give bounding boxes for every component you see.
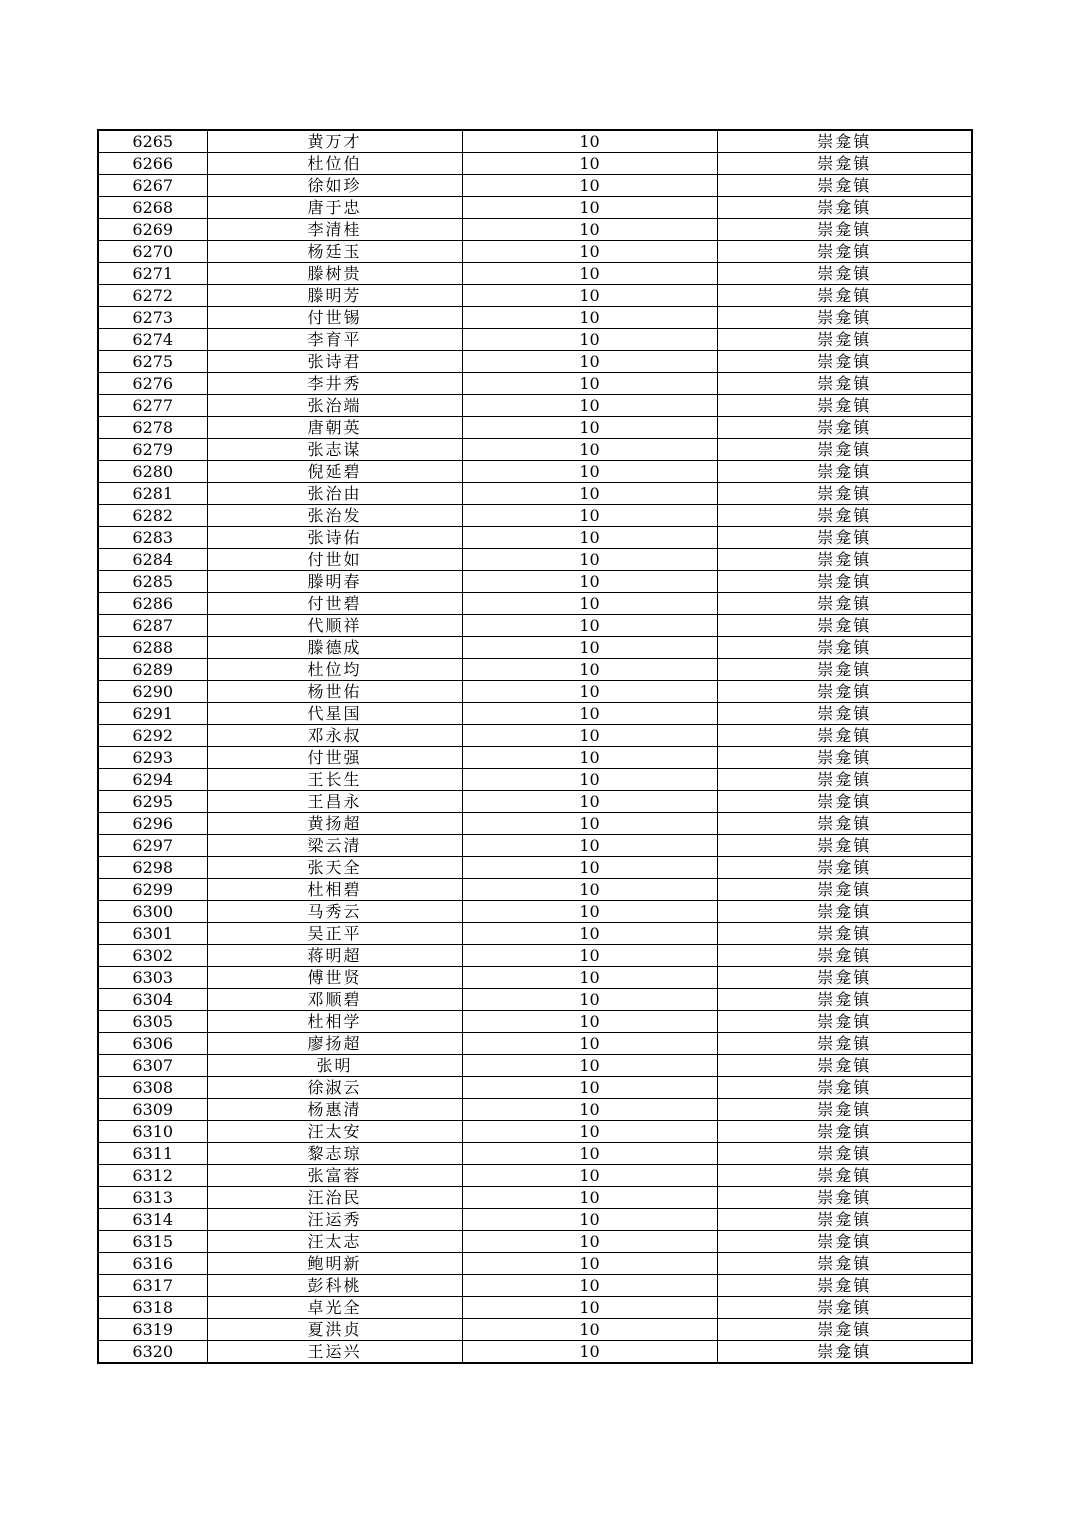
amount-cell: 10 — [462, 1187, 717, 1209]
town-cell: 崇龛镇 — [717, 1275, 972, 1297]
town-cell: 崇龛镇 — [717, 1055, 972, 1077]
town-cell: 崇龛镇 — [717, 615, 972, 637]
table-row — [98, 813, 972, 835]
row-number-cell: 6285 — [98, 571, 207, 593]
amount-cell: 10 — [462, 1341, 717, 1364]
name-cell: 付世碧 — [207, 593, 462, 615]
town-cell: 崇龛镇 — [717, 637, 972, 659]
amount-cell: 10 — [462, 329, 717, 351]
amount-cell: 10 — [462, 197, 717, 219]
name-cell: 彭科桃 — [207, 1275, 462, 1297]
amount-cell: 10 — [462, 681, 717, 703]
town-cell: 崇龛镇 — [717, 923, 972, 945]
town-cell: 崇龛镇 — [717, 417, 972, 439]
town-cell: 崇龛镇 — [717, 1341, 972, 1364]
row-number-cell: 6266 — [98, 153, 207, 175]
name-cell: 倪延碧 — [207, 461, 462, 483]
row-number-cell: 6291 — [98, 703, 207, 725]
amount-cell: 10 — [462, 1165, 717, 1187]
amount-cell: 10 — [462, 1011, 717, 1033]
row-number-cell: 6272 — [98, 285, 207, 307]
name-cell: 黄扬超 — [207, 813, 462, 835]
amount-cell: 10 — [462, 307, 717, 329]
town-cell: 崇龛镇 — [717, 725, 972, 747]
amount-cell: 10 — [462, 263, 717, 285]
amount-cell: 10 — [462, 1077, 717, 1099]
town-cell: 崇龛镇 — [717, 1143, 972, 1165]
table-row — [98, 945, 972, 967]
town-cell: 崇龛镇 — [717, 791, 972, 813]
town-cell: 崇龛镇 — [717, 351, 972, 373]
amount-cell: 10 — [462, 175, 717, 197]
row-number-cell: 6319 — [98, 1319, 207, 1341]
amount-cell: 10 — [462, 615, 717, 637]
row-number-cell: 6316 — [98, 1253, 207, 1275]
table-row — [98, 615, 972, 637]
row-number-cell: 6303 — [98, 967, 207, 989]
amount-cell: 10 — [462, 527, 717, 549]
amount-cell: 10 — [462, 901, 717, 923]
town-cell: 崇龛镇 — [717, 1209, 972, 1231]
row-number-cell: 6287 — [98, 615, 207, 637]
row-number-cell: 6299 — [98, 879, 207, 901]
name-cell: 汪治民 — [207, 1187, 462, 1209]
name-cell: 杨廷玉 — [207, 241, 462, 263]
row-number-cell: 6280 — [98, 461, 207, 483]
amount-cell: 10 — [462, 725, 717, 747]
amount-cell: 10 — [462, 461, 717, 483]
row-number-cell: 6286 — [98, 593, 207, 615]
table-row — [98, 923, 972, 945]
table-row — [98, 351, 972, 373]
row-number-cell: 6281 — [98, 483, 207, 505]
table-row — [98, 637, 972, 659]
table-row — [98, 857, 972, 879]
table-row — [98, 417, 972, 439]
town-cell: 崇龛镇 — [717, 703, 972, 725]
table-row — [98, 263, 972, 285]
row-number-cell: 6284 — [98, 549, 207, 571]
town-cell: 崇龛镇 — [717, 1319, 972, 1341]
row-number-cell: 6277 — [98, 395, 207, 417]
table-row — [98, 1077, 972, 1099]
row-number-cell: 6313 — [98, 1187, 207, 1209]
name-cell: 梁云清 — [207, 835, 462, 857]
town-cell: 崇龛镇 — [717, 1011, 972, 1033]
table-row — [98, 153, 972, 175]
row-number-cell: 6273 — [98, 307, 207, 329]
table-row — [98, 461, 972, 483]
table-row — [98, 373, 972, 395]
town-cell: 崇龛镇 — [717, 879, 972, 901]
row-number-cell: 6306 — [98, 1033, 207, 1055]
town-cell: 崇龛镇 — [717, 395, 972, 417]
table-row — [98, 175, 972, 197]
amount-cell: 10 — [462, 285, 717, 307]
name-cell: 黎志琼 — [207, 1143, 462, 1165]
table-row — [98, 527, 972, 549]
name-cell: 张天全 — [207, 857, 462, 879]
row-number-cell: 6295 — [98, 791, 207, 813]
name-cell: 汪太志 — [207, 1231, 462, 1253]
name-cell: 付世锡 — [207, 307, 462, 329]
table-row — [98, 747, 972, 769]
name-cell: 杜相学 — [207, 1011, 462, 1033]
row-number-cell: 6292 — [98, 725, 207, 747]
table-row — [98, 1033, 972, 1055]
row-number-cell: 6308 — [98, 1077, 207, 1099]
name-cell: 张治发 — [207, 505, 462, 527]
table-row — [98, 1099, 972, 1121]
table-row — [98, 307, 972, 329]
name-cell: 马秀云 — [207, 901, 462, 923]
name-cell: 付世强 — [207, 747, 462, 769]
row-number-cell: 6269 — [98, 219, 207, 241]
name-cell: 张治端 — [207, 395, 462, 417]
amount-cell: 10 — [462, 1121, 717, 1143]
town-cell: 崇龛镇 — [717, 813, 972, 835]
amount-cell: 10 — [462, 879, 717, 901]
table-row — [98, 130, 972, 153]
town-cell: 崇龛镇 — [717, 483, 972, 505]
town-cell: 崇龛镇 — [717, 329, 972, 351]
name-cell: 张志谋 — [207, 439, 462, 461]
table-row — [98, 879, 972, 901]
table-row — [98, 1011, 972, 1033]
town-cell: 崇龛镇 — [717, 130, 972, 153]
name-cell: 李清桂 — [207, 219, 462, 241]
amount-cell: 10 — [462, 593, 717, 615]
name-cell: 汪太安 — [207, 1121, 462, 1143]
row-number-cell: 6298 — [98, 857, 207, 879]
town-cell: 崇龛镇 — [717, 571, 972, 593]
amount-cell: 10 — [462, 857, 717, 879]
row-number-cell: 6267 — [98, 175, 207, 197]
name-cell: 鲍明新 — [207, 1253, 462, 1275]
amount-cell: 10 — [462, 219, 717, 241]
row-number-cell: 6294 — [98, 769, 207, 791]
table-row — [98, 1319, 972, 1341]
row-number-cell: 6304 — [98, 989, 207, 1011]
table-row — [98, 1231, 972, 1253]
name-cell: 黄万才 — [207, 130, 462, 153]
name-cell: 邓永叔 — [207, 725, 462, 747]
row-number-cell: 6296 — [98, 813, 207, 835]
amount-cell: 10 — [462, 241, 717, 263]
name-cell: 王长生 — [207, 769, 462, 791]
town-cell: 崇龛镇 — [717, 1231, 972, 1253]
name-cell: 滕明春 — [207, 571, 462, 593]
name-cell: 夏洪贞 — [207, 1319, 462, 1341]
amount-cell: 10 — [462, 373, 717, 395]
row-number-cell: 6312 — [98, 1165, 207, 1187]
town-cell: 崇龛镇 — [717, 945, 972, 967]
name-cell: 徐如珍 — [207, 175, 462, 197]
table-row — [98, 791, 972, 813]
amount-cell: 10 — [462, 1055, 717, 1077]
name-cell: 张治由 — [207, 483, 462, 505]
row-number-cell: 6288 — [98, 637, 207, 659]
row-number-cell: 6307 — [98, 1055, 207, 1077]
table-row — [98, 1165, 972, 1187]
town-cell: 崇龛镇 — [717, 461, 972, 483]
name-cell: 张明 — [207, 1055, 462, 1077]
amount-cell: 10 — [462, 791, 717, 813]
table-row — [98, 549, 972, 571]
name-cell: 张富蓉 — [207, 1165, 462, 1187]
amount-cell: 10 — [462, 505, 717, 527]
town-cell: 崇龛镇 — [717, 747, 972, 769]
row-number-cell: 6315 — [98, 1231, 207, 1253]
table-row — [98, 659, 972, 681]
amount-cell: 10 — [462, 1297, 717, 1319]
table-row — [98, 989, 972, 1011]
name-cell: 杨惠清 — [207, 1099, 462, 1121]
row-number-cell: 6300 — [98, 901, 207, 923]
roster-table-body — [98, 130, 972, 1363]
town-cell: 崇龛镇 — [717, 307, 972, 329]
table-row — [98, 725, 972, 747]
town-cell: 崇龛镇 — [717, 549, 972, 571]
amount-cell: 10 — [462, 813, 717, 835]
name-cell: 代顺祥 — [207, 615, 462, 637]
table-row — [98, 593, 972, 615]
amount-cell: 10 — [462, 130, 717, 153]
town-cell: 崇龛镇 — [717, 241, 972, 263]
row-number-cell: 6265 — [98, 130, 207, 153]
name-cell: 唐朝英 — [207, 417, 462, 439]
table-row — [98, 835, 972, 857]
amount-cell: 10 — [462, 1033, 717, 1055]
name-cell: 卓光全 — [207, 1297, 462, 1319]
row-number-cell: 6311 — [98, 1143, 207, 1165]
table-row — [98, 769, 972, 791]
table-row — [98, 1297, 972, 1319]
name-cell: 王运兴 — [207, 1341, 462, 1364]
amount-cell: 10 — [462, 1143, 717, 1165]
amount-cell: 10 — [462, 703, 717, 725]
table-row — [98, 1341, 972, 1364]
row-number-cell: 6305 — [98, 1011, 207, 1033]
table-row — [98, 1187, 972, 1209]
name-cell: 张诗佑 — [207, 527, 462, 549]
table-row — [98, 1121, 972, 1143]
name-cell: 杜位伯 — [207, 153, 462, 175]
name-cell: 汪运秀 — [207, 1209, 462, 1231]
table-row — [98, 483, 972, 505]
name-cell: 傅世贤 — [207, 967, 462, 989]
amount-cell: 10 — [462, 549, 717, 571]
row-number-cell: 6317 — [98, 1275, 207, 1297]
row-number-cell: 6301 — [98, 923, 207, 945]
town-cell: 崇龛镇 — [717, 967, 972, 989]
town-cell: 崇龛镇 — [717, 901, 972, 923]
row-number-cell: 6278 — [98, 417, 207, 439]
table-row — [98, 703, 972, 725]
roster-table — [97, 129, 973, 1364]
table-row — [98, 571, 972, 593]
row-number-cell: 6318 — [98, 1297, 207, 1319]
name-cell: 滕德成 — [207, 637, 462, 659]
town-cell: 崇龛镇 — [717, 219, 972, 241]
table-row — [98, 197, 972, 219]
name-cell: 代星国 — [207, 703, 462, 725]
table-row — [98, 219, 972, 241]
name-cell: 杜相碧 — [207, 879, 462, 901]
amount-cell: 10 — [462, 923, 717, 945]
town-cell: 崇龛镇 — [717, 175, 972, 197]
name-cell: 张诗君 — [207, 351, 462, 373]
town-cell: 崇龛镇 — [717, 989, 972, 1011]
row-number-cell: 6297 — [98, 835, 207, 857]
amount-cell: 10 — [462, 351, 717, 373]
name-cell: 蒋明超 — [207, 945, 462, 967]
amount-cell: 10 — [462, 835, 717, 857]
name-cell: 滕树贵 — [207, 263, 462, 285]
town-cell: 崇龛镇 — [717, 439, 972, 461]
town-cell: 崇龛镇 — [717, 505, 972, 527]
table-row — [98, 395, 972, 417]
table-row — [98, 1143, 972, 1165]
town-cell: 崇龛镇 — [717, 593, 972, 615]
town-cell: 崇龛镇 — [717, 197, 972, 219]
row-number-cell: 6270 — [98, 241, 207, 263]
amount-cell: 10 — [462, 967, 717, 989]
row-number-cell: 6293 — [98, 747, 207, 769]
town-cell: 崇龛镇 — [717, 263, 972, 285]
name-cell: 杜位均 — [207, 659, 462, 681]
town-cell: 崇龛镇 — [717, 1253, 972, 1275]
town-cell: 崇龛镇 — [717, 527, 972, 549]
town-cell: 崇龛镇 — [717, 1165, 972, 1187]
town-cell: 崇龛镇 — [717, 153, 972, 175]
amount-cell: 10 — [462, 1209, 717, 1231]
amount-cell: 10 — [462, 395, 717, 417]
name-cell: 杨世佑 — [207, 681, 462, 703]
amount-cell: 10 — [462, 637, 717, 659]
amount-cell: 10 — [462, 417, 717, 439]
row-number-cell: 6276 — [98, 373, 207, 395]
name-cell: 唐于忠 — [207, 197, 462, 219]
amount-cell: 10 — [462, 153, 717, 175]
town-cell: 崇龛镇 — [717, 1077, 972, 1099]
town-cell: 崇龛镇 — [717, 769, 972, 791]
amount-cell: 10 — [462, 1231, 717, 1253]
table-row — [98, 681, 972, 703]
town-cell: 崇龛镇 — [717, 1187, 972, 1209]
row-number-cell: 6275 — [98, 351, 207, 373]
name-cell: 滕明芳 — [207, 285, 462, 307]
table-row — [98, 285, 972, 307]
name-cell: 李育平 — [207, 329, 462, 351]
town-cell: 崇龛镇 — [717, 285, 972, 307]
town-cell: 崇龛镇 — [717, 1099, 972, 1121]
amount-cell: 10 — [462, 1253, 717, 1275]
row-number-cell: 6309 — [98, 1099, 207, 1121]
table-row — [98, 329, 972, 351]
town-cell: 崇龛镇 — [717, 1297, 972, 1319]
table-row — [98, 505, 972, 527]
name-cell: 徐淑云 — [207, 1077, 462, 1099]
table-row — [98, 439, 972, 461]
table-row — [98, 241, 972, 263]
amount-cell: 10 — [462, 769, 717, 791]
row-number-cell: 6314 — [98, 1209, 207, 1231]
name-cell: 付世如 — [207, 549, 462, 571]
amount-cell: 10 — [462, 439, 717, 461]
table-row — [98, 1275, 972, 1297]
amount-cell: 10 — [462, 747, 717, 769]
row-number-cell: 6310 — [98, 1121, 207, 1143]
row-number-cell: 6271 — [98, 263, 207, 285]
town-cell: 崇龛镇 — [717, 1033, 972, 1055]
table-row — [98, 1055, 972, 1077]
row-number-cell: 6274 — [98, 329, 207, 351]
name-cell: 邓顺碧 — [207, 989, 462, 1011]
table-row — [98, 1209, 972, 1231]
row-number-cell: 6289 — [98, 659, 207, 681]
row-number-cell: 6290 — [98, 681, 207, 703]
town-cell: 崇龛镇 — [717, 1121, 972, 1143]
table-row — [98, 967, 972, 989]
amount-cell: 10 — [462, 483, 717, 505]
name-cell: 廖扬超 — [207, 1033, 462, 1055]
row-number-cell: 6302 — [98, 945, 207, 967]
amount-cell: 10 — [462, 1099, 717, 1121]
amount-cell: 10 — [462, 659, 717, 681]
row-number-cell: 6282 — [98, 505, 207, 527]
amount-cell: 10 — [462, 1319, 717, 1341]
row-number-cell: 6279 — [98, 439, 207, 461]
name-cell: 李井秀 — [207, 373, 462, 395]
town-cell: 崇龛镇 — [717, 857, 972, 879]
name-cell: 王昌永 — [207, 791, 462, 813]
amount-cell: 10 — [462, 571, 717, 593]
town-cell: 崇龛镇 — [717, 835, 972, 857]
row-number-cell: 6283 — [98, 527, 207, 549]
name-cell: 吴正平 — [207, 923, 462, 945]
amount-cell: 10 — [462, 945, 717, 967]
table-row — [98, 1253, 972, 1275]
town-cell: 崇龛镇 — [717, 681, 972, 703]
table-row — [98, 901, 972, 923]
amount-cell: 10 — [462, 1275, 717, 1297]
amount-cell: 10 — [462, 989, 717, 1011]
town-cell: 崇龛镇 — [717, 373, 972, 395]
town-cell: 崇龛镇 — [717, 659, 972, 681]
row-number-cell: 6268 — [98, 197, 207, 219]
row-number-cell: 6320 — [98, 1341, 207, 1364]
